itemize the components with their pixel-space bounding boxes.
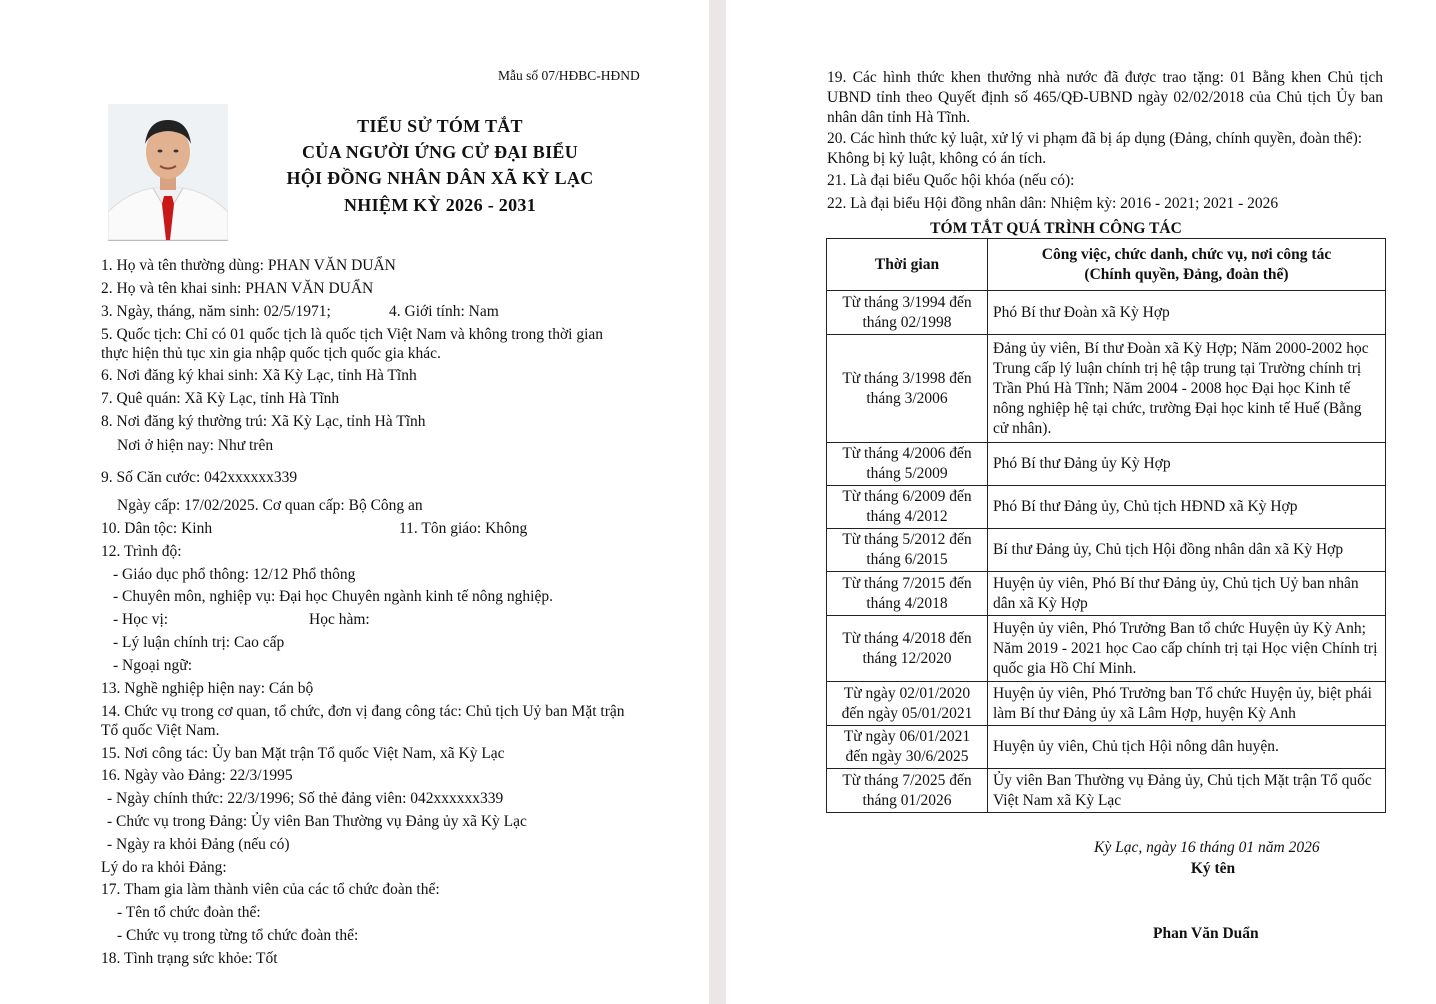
field-organization-position: - Chức vụ trong từng tổ chức đoàn thể:	[117, 927, 359, 944]
field-workplace: 15. Nơi công tác: Ủy ban Mặt trận Tổ quốc Việt Nam, xã Kỳ Lạc	[101, 745, 505, 762]
field-ethnicity: 10. Dân tộc: Kinh	[101, 520, 213, 537]
field-gender: 4. Giới tính: Nam	[389, 303, 499, 320]
row-time: Từ tháng 3/1994 đến tháng 02/1998	[827, 291, 988, 335]
row-time: Từ tháng 7/2025 đến tháng 01/2026	[827, 769, 988, 813]
table-row	[827, 726, 1386, 769]
row-job: Huyện ủy viên, Phó Bí thư Đảng ủy, Chủ tịch Uỷ ban nhân dân xã Kỳ Hợp	[988, 572, 1386, 616]
field-birth-date: 3. Ngày, tháng, năm sinh: 02/5/1971;	[101, 303, 331, 320]
table-row	[827, 443, 1386, 486]
document-title-line-2: CỦA NGƯỜI ỨNG CỬ ĐẠI BIỂU	[301, 142, 578, 162]
field-birth-name: 2. Họ và tên khai sinh: PHAN VĂN DUẨN	[101, 280, 374, 297]
field-academic-title: Học hàm:	[309, 611, 370, 628]
sign-label: Ký tên	[1190, 860, 1236, 877]
field-id-number: 9. Số Căn cước: 042xxxxxx339	[101, 469, 298, 486]
row-job: Huyện ủy viên, Phó Trưởng ban Tổ chức Huyện ủy, biệt phái làm Bí thư Đảng ủy xã Lâm Hợp, huyện Kỳ Anh	[988, 682, 1386, 726]
header-job	[988, 239, 1386, 291]
career-table-header	[827, 239, 1386, 291]
field-id-issue: Ngày cấp: 17/02/2025. Cơ quan cấp: Bộ Công an	[117, 497, 423, 514]
field-party-position: - Chức vụ trong Đảng: Ủy viên Ban Thường vụ Đảng ủy xã Kỳ Lạc	[107, 813, 527, 830]
field-party-leave-reason: Lý do ra khỏi Đảng:	[101, 859, 227, 876]
table-row	[827, 291, 1386, 335]
field-occupation: 13. Nghề nghiệp hiện nay: Cán bộ	[101, 680, 314, 697]
header-job-line-1: Công việc, chức danh, chức vụ, nơi công tác	[1041, 245, 1332, 263]
field-religion: 11. Tôn giáo: Không	[399, 520, 528, 537]
signer-name: Phan Văn Duẩn	[1153, 925, 1259, 942]
document-title-line-3: HỘI ĐỒNG NHÂN DÂN XÃ KỲ LẠC	[286, 168, 594, 188]
field-position-line-1: 14. Chức vụ trong cơ quan, tổ chức, đơn vị đang công tác: Chủ tịch Uỷ ban Mặt trận	[101, 703, 625, 720]
field-permanent-residence: 8. Nơi đăng ký thường trú: Xã Kỳ Lạc, tỉnh Hà Tĩnh	[101, 413, 426, 430]
table-row	[827, 572, 1386, 616]
field-organizations: 17. Tham gia làm thành viên của các tổ chức đoàn thể:	[101, 881, 440, 898]
career-table	[826, 238, 1386, 813]
row-time: Từ tháng 6/2009 đến tháng 4/2012	[827, 486, 988, 529]
row-job: Huyện ủy viên, Phó Trưởng Ban tổ chức Huyện ủy Kỳ Anh; Năm 2019 - 2021 học Cao cấp chính trị tại Học viện Chính trị quốc gia Hồ Chí Minh.	[988, 616, 1386, 682]
row-time: Từ ngày 06/01/2021 đến ngày 30/6/2025	[827, 726, 988, 769]
row-time: Từ tháng 5/2012 đến tháng 6/2015	[827, 529, 988, 572]
portrait-image	[108, 104, 228, 240]
row-time: Từ tháng 4/2018 đến tháng 12/2020	[827, 616, 988, 682]
field-birth-registration: 6. Nơi đăng ký khai sinh: Xã Kỳ Lạc, tỉnh Hà Tĩnh	[101, 367, 417, 384]
field-nationality-line-2: thực hiện thủ tục xin gia nhập quốc tịch quốc gia khác.	[101, 345, 441, 362]
row-job: Phó Bí thư Đoàn xã Kỳ Hợp	[988, 291, 1386, 335]
row-time: Từ tháng 4/2006 đến tháng 5/2009	[827, 443, 988, 486]
field-national-assembly: 21. Là đại biểu Quốc hội khóa (nếu có):	[827, 172, 1075, 189]
field-party-official-date: - Ngày chính thức: 22/3/1996; Số thẻ đảng viên: 042xxxxxx339	[107, 790, 504, 807]
row-job: Bí thư Đảng ủy, Chủ tịch Hội đồng nhân dân xã Kỳ Hợp	[988, 529, 1386, 572]
table-row	[827, 616, 1386, 682]
form-code: Mẫu số 07/HĐBC-HĐND	[498, 68, 640, 83]
document-title-line-1: TIỂU SỬ TÓM TẮT	[357, 116, 523, 136]
field-current-residence: Nơi ở hiện nay: Như trên	[117, 437, 274, 454]
document-title-line-4: NHIỆM KỲ 2026 - 2031	[344, 195, 536, 215]
field-general-education: - Giáo dục phổ thông: 12/12 Phổ thông	[113, 566, 356, 583]
table-row	[827, 486, 1386, 529]
candidate-photo	[108, 104, 228, 241]
row-job: Phó Bí thư Đảng ủy Kỳ Hợp	[988, 443, 1386, 486]
field-discipline: 20. Các hình thức kỷ luật, xử lý vi phạm đã bị áp dụng (Đảng, chính quyền, đoàn thể): Không bị kỷ luật, không có án tích.	[827, 130, 1363, 167]
header-job-line-2: (Chính quyền, Đảng, đoàn thể)	[1084, 265, 1289, 283]
place-date: Kỳ Lạc, ngày 16 tháng 01 năm 2026	[1094, 839, 1320, 856]
table-row	[827, 335, 1386, 443]
field-position-line-2: Tổ quốc Việt Nam.	[101, 722, 220, 739]
field-political-theory: - Lý luận chính trị: Cao cấp	[113, 634, 285, 651]
table-row	[827, 769, 1386, 813]
row-job: Huyện ủy viên, Chủ tịch Hội nông dân huyện.	[988, 726, 1386, 769]
field-foreign-language: - Ngoại ngữ:	[113, 657, 192, 674]
field-party-join-date: 16. Ngày vào Đảng: 22/3/1995	[101, 767, 293, 784]
field-specialty: - Chuyên môn, nghiệp vụ: Đại học Chuyên ngành kinh tế nông nghiệp.	[113, 588, 553, 605]
header-time: Thời gian	[827, 239, 988, 291]
field-organization-name: - Tên tổ chức đoàn thể:	[117, 904, 261, 921]
career-table-title: TÓM TẮT QUÁ TRÌNH CÔNG TÁC	[930, 220, 1182, 237]
table-row	[827, 529, 1386, 572]
field-common-name: 1. Họ và tên thường dùng: PHAN VĂN DUẨN	[101, 257, 396, 274]
field-party-leave-date: - Ngày ra khỏi Đảng (nếu có)	[107, 836, 290, 853]
row-time: Từ tháng 3/1998 đến tháng 3/2006	[827, 335, 988, 443]
field-hometown: 7. Quê quán: Xã Kỳ Lạc, tỉnh Hà Tĩnh	[101, 390, 340, 407]
field-health: 18. Tình trạng sức khỏe: Tốt	[101, 950, 278, 967]
row-job: Ủy viên Ban Thường vụ Đảng ủy, Chủ tịch Mặt trận Tổ quốc Việt Nam xã Kỳ Lạc	[988, 769, 1386, 813]
table-row	[827, 682, 1386, 726]
row-time: Từ tháng 7/2015 đến tháng 4/2018	[827, 572, 988, 616]
field-nationality-line-1: 5. Quốc tịch: Chỉ có 01 quốc tịch là quốc tịch Việt Nam và không trong thời gian	[101, 326, 604, 343]
field-degree: - Học vị:	[113, 611, 169, 628]
field-council-terms: 22. Là đại biểu Hội đồng nhân dân: Nhiệm kỳ: 2016 - 2021; 2021 - 2026	[827, 195, 1279, 212]
row-time: Từ ngày 02/01/2020 đến ngày 05/01/2021	[827, 682, 988, 726]
field-awards: 19. Các hình thức khen thưởng nhà nước đã được trao tặng: 01 Bằng khen Chủ tịch UBND tỉnh theo Quyết định số 465/QĐ-UBND ngày 02/02/2018 của Chủ tịch Ủy ban nhân dân tỉnh Hà Tĩnh.	[827, 69, 1383, 126]
row-job: Phó Bí thư Đảng ủy, Chủ tịch HĐND xã Kỳ Hợp	[988, 486, 1386, 529]
row-job: Đảng ủy viên, Bí thư Đoàn xã Kỳ Hợp; Năm 2000-2002 học Trung cấp lý luận chính trị hệ tập trung tại Trường chính trị Trần Phú Hà Tĩnh; Năm 2004 - 2008 học Đại học Kinh tế nông nghiệp hệ tại chức, trường Đại học kinh tế Huế (Bằng cử nhân).	[988, 335, 1386, 443]
field-education-heading: 12. Trình độ:	[101, 543, 182, 560]
